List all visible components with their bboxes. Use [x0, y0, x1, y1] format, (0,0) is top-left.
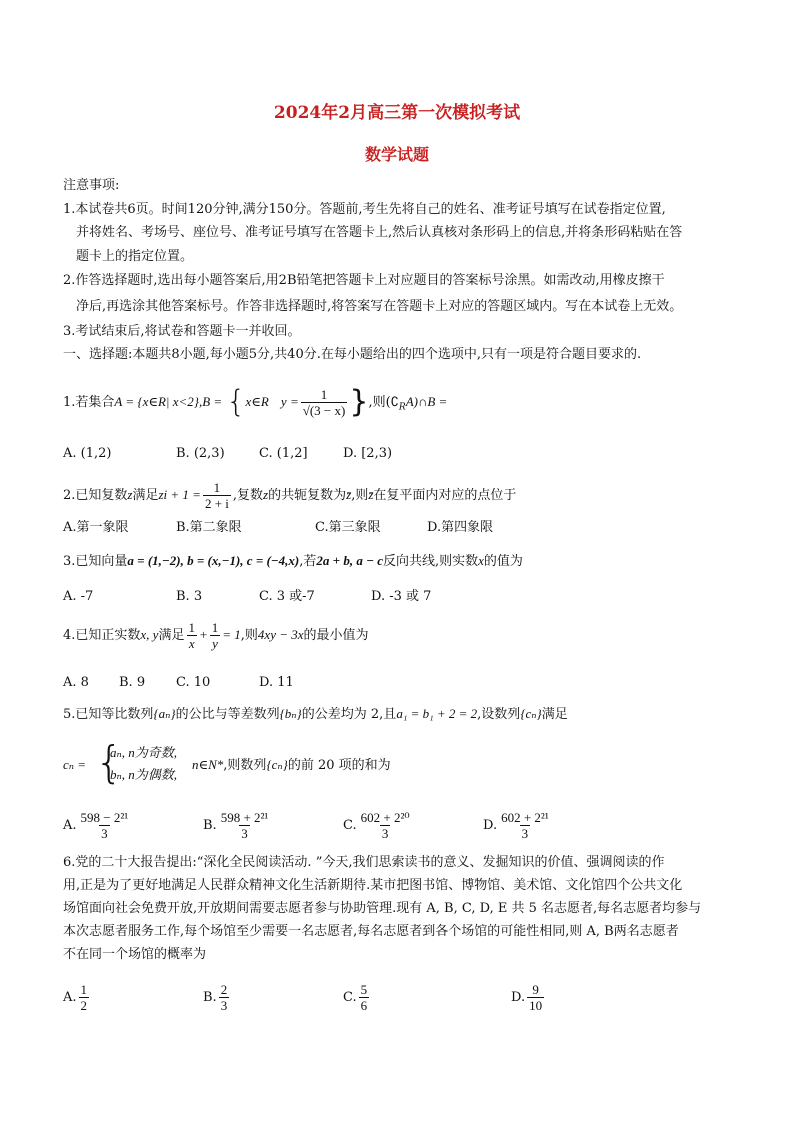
q6-option-b	[203, 982, 231, 1013]
q1-fraction-den: √(3 − x)	[302, 403, 346, 418]
fraction-den: 10	[529, 998, 543, 1013]
fraction-num: 5	[360, 982, 368, 997]
fraction-num: 598 + 2²¹	[220, 810, 269, 825]
fraction-den: 6	[360, 998, 368, 1013]
q2-text: ,则	[351, 488, 369, 503]
q3-text: 的值为	[483, 554, 523, 569]
q2-var: z	[127, 487, 133, 502]
q2-text: 2.已知复数	[63, 488, 128, 503]
notice-line: 3.考试结束后,将试卷和答题卡一并收回。	[63, 324, 301, 339]
q1-set-a: A = {x∈R| x<2},	[114, 394, 203, 409]
q2-option-d: D.第四象限	[427, 520, 494, 535]
q4-text: 的最小值为	[303, 628, 369, 643]
q5-case-even	[110, 767, 177, 784]
q4-fraction-num: 1	[211, 620, 219, 635]
fraction-num: 9	[532, 982, 539, 997]
fraction-num: 598 − 2²¹	[80, 810, 129, 825]
q2-fraction	[203, 480, 231, 511]
q5-option-d	[483, 810, 553, 841]
option-fraction	[79, 982, 90, 1013]
q6-line: 6.党的二十大报告提出:“深化全民阅读活动. ”今天,我们思索读书的意义、发掘知识的价值、强调阅读的作	[63, 855, 665, 870]
q5-text: 的公比与等差数列	[175, 707, 280, 722]
option-label: A.	[63, 818, 77, 833]
q1-option-a: A. (1,2)	[63, 446, 112, 461]
q1-fraction-num: 1	[320, 387, 328, 402]
q3-option-d: D. -3 或 7	[371, 589, 432, 604]
q1-tail-end: A)∩B =	[405, 394, 448, 409]
q1-set-b-element: x∈R	[245, 394, 269, 409]
fraction-den: 3	[241, 826, 248, 841]
q3-var: x	[478, 553, 484, 568]
q2-option-b: B.第二象限	[176, 520, 242, 535]
q4-vars: x, y	[140, 627, 159, 642]
piecewise-brace: {	[95, 737, 123, 788]
option-label: C.	[343, 818, 357, 833]
q3-option-a: A. -7	[63, 589, 94, 604]
fraction-den: 3	[101, 826, 108, 841]
option-fraction	[359, 982, 370, 1013]
q4-text: 满足	[158, 628, 185, 643]
q6-line: 不在同一个场馆的概率为	[63, 947, 207, 962]
q5-cn: cₙ =	[63, 757, 87, 772]
q2-option-a: A.第一象限	[63, 520, 129, 535]
option-label: C.	[343, 990, 357, 1005]
option-label: A.	[63, 990, 77, 1005]
exam-subtitle: 数学试题	[364, 145, 429, 164]
notice-line: 净后,再选涂其他答案标号。作答非选择题时,将答案写在答题卡上对应的答题区域内。写在本试卷上无效。	[76, 299, 683, 314]
q5-case-text: aₙ, n为奇数,	[110, 745, 178, 760]
q4-fraction	[210, 620, 221, 651]
fraction-den: 3	[521, 826, 529, 841]
notice-line: 2.作答选择题时,选出每小题答案后,用2B铅笔把答题卡上对应题目的答案标号涂黑。如需改动,用橡皮擦干	[63, 273, 665, 288]
option-label: B.	[203, 990, 217, 1005]
q5-text: ,则数列	[223, 758, 267, 773]
q6-option-c	[343, 982, 371, 1013]
q2-var: z̄	[368, 487, 374, 502]
q3-option-b: B. 3	[176, 589, 203, 604]
q5-text: 的前 20 项的和为	[287, 758, 391, 773]
q4-option-c: C. 10	[176, 675, 211, 690]
q3-vectors: 2a + b, a − c	[316, 553, 383, 568]
q2-fraction-den: 2 + i	[204, 496, 229, 511]
option-fraction	[79, 810, 131, 841]
exam-title: 2024年2月高三第一次模拟考试	[273, 103, 521, 123]
q6-option-d	[511, 982, 546, 1013]
q1-text: 1.若集合	[63, 395, 115, 410]
notice-line: 并将姓名、考场号、座位号、准考证号填写在答题卡上,然后认真核对条形码上的信息,并将条形码粘贴在答	[76, 225, 683, 240]
q2-option-c: C.第三象限	[315, 520, 381, 535]
option-fraction	[527, 982, 544, 1013]
q5-case-odd	[110, 745, 177, 762]
q3-option-c: C. 3 或-7	[259, 589, 315, 604]
question-4: 4.已知正实数x, y满足 $\frac{1}{x}$ + $\frac{1}{y}$ = 1,则4xy − 3x的最小值为	[63, 620, 369, 651]
q5-condition: n∈N*	[192, 757, 224, 772]
q5-option-b	[203, 810, 272, 841]
q4-fraction-den: x	[188, 636, 195, 651]
fraction-num: 1	[80, 982, 88, 997]
q1-tail-sub: R	[398, 402, 406, 413]
q6-line: 场馆面向社会免费开放,开放期间需要志愿者参与协助管理.现有 A, B, C, D, E 共 5 名志愿者,每名志愿者均参与	[63, 901, 702, 916]
question-1	[63, 380, 447, 424]
q5-option-a	[63, 810, 132, 841]
q5-seq-c: {cₙ}	[266, 757, 288, 772]
q4-eq: = 1	[222, 627, 241, 642]
option-label: B.	[203, 818, 217, 833]
q1-tail: ,则(∁	[368, 395, 399, 410]
fraction-num: 602 + 2²¹	[501, 810, 549, 825]
section-heading: 一、选择题:本题共8小题,每小题5分,共40分.在每小题给出的四个选项中,只有一项是符合题目要求的.	[63, 347, 642, 362]
question-2	[63, 478, 516, 513]
q5-seq-a: {aₙ}	[153, 706, 176, 721]
option-fraction	[219, 982, 230, 1013]
q5-text: 满足	[541, 707, 568, 722]
q6-line: 用,正是为了更好地满足人民群众精神文化生活新期待.某市把图书馆、博物馆、美术馆、文化馆四个公共文化	[63, 878, 683, 893]
q1-set-b-label: B =	[202, 394, 223, 409]
q1-option-d: D. [2,3)	[343, 446, 393, 461]
q1-option-c: C. (1,2]	[259, 446, 308, 461]
option-label: D.	[511, 990, 526, 1005]
q2-text: 在复平面内对应的点位于	[373, 488, 517, 503]
question-3	[63, 553, 523, 570]
q4-text: 4.已知正实数	[63, 628, 141, 643]
q5-case-text: bₙ, n为偶数,	[110, 767, 178, 782]
q4-expr: 4xy − 3x	[257, 627, 304, 642]
q3-text: 反向共线,则实数	[382, 554, 479, 569]
q4-fraction	[186, 620, 197, 651]
q4-text: ,则	[240, 628, 258, 643]
q2-var: z	[263, 487, 269, 502]
q5-eq: a₁ = b₁ + 2 = 2	[396, 706, 478, 721]
q5-option-c	[343, 810, 414, 841]
q6-line: 本次志愿者服务工作,每个场馆至少需要一名志愿者,每名志愿者到各个场馆的可能性相同,则 A, B两名志愿者	[63, 924, 679, 939]
q2-eq: zi + 1 =	[158, 487, 201, 502]
q1-y-eq: y =	[280, 394, 299, 409]
fraction-num: 2	[220, 982, 228, 997]
q5-text: 5.已知等比数列	[63, 707, 154, 722]
fraction-den: 3	[220, 998, 228, 1013]
q4-fraction-num: 1	[188, 620, 195, 635]
question-5	[63, 706, 568, 723]
fraction-num: 602 + 2²⁰	[360, 810, 410, 825]
q5-text: ,设数列	[477, 707, 521, 722]
q5-tail	[192, 757, 391, 774]
q1-fraction	[301, 387, 348, 418]
notice-line: 1.本试卷共6页。时间120分钟,满分150分。答题前,考生先将自己的姓名、准考证号填写在试卷指定位置,	[63, 202, 666, 217]
q6-option-a	[63, 982, 91, 1013]
option-label: D.	[483, 818, 498, 833]
q4-option-a: A. 8	[63, 675, 89, 690]
q2-fraction-num: 1	[213, 480, 221, 495]
q4-option-b: B. 9	[119, 675, 146, 690]
q5-seq-b: {bₙ}	[279, 706, 302, 721]
q3-text: ,若	[299, 554, 317, 569]
q3-text: 3.已知向量	[63, 554, 128, 569]
q2-text: 满足	[132, 488, 159, 503]
q1-option-b: B. (2,3)	[176, 446, 225, 461]
q2-text: ,复数	[232, 488, 264, 503]
q5-text: 的公差均为 2,且	[301, 707, 397, 722]
fraction-den: 3	[381, 826, 389, 841]
option-fraction	[359, 810, 412, 841]
fraction-den: 2	[80, 998, 88, 1013]
option-fraction	[219, 810, 271, 841]
right-brace: }	[349, 384, 369, 420]
q2-text: 的共轭复数为	[268, 488, 347, 503]
notice-heading: 注意事项:	[63, 178, 120, 193]
left-brace: {	[226, 384, 246, 420]
q4-option-d: D. 11	[259, 675, 294, 690]
option-fraction	[499, 810, 551, 841]
notice-line: 题卡上的指定位置。	[76, 249, 194, 264]
q5-seq-c: {cₙ}	[520, 706, 542, 721]
q5-cn-label	[63, 757, 86, 774]
q4-fraction-den: y	[212, 636, 218, 651]
q3-vectors: a = (1,−2), b = (x,−1), c = (−4,x)	[127, 553, 300, 568]
q2-var: z̄	[346, 487, 352, 502]
